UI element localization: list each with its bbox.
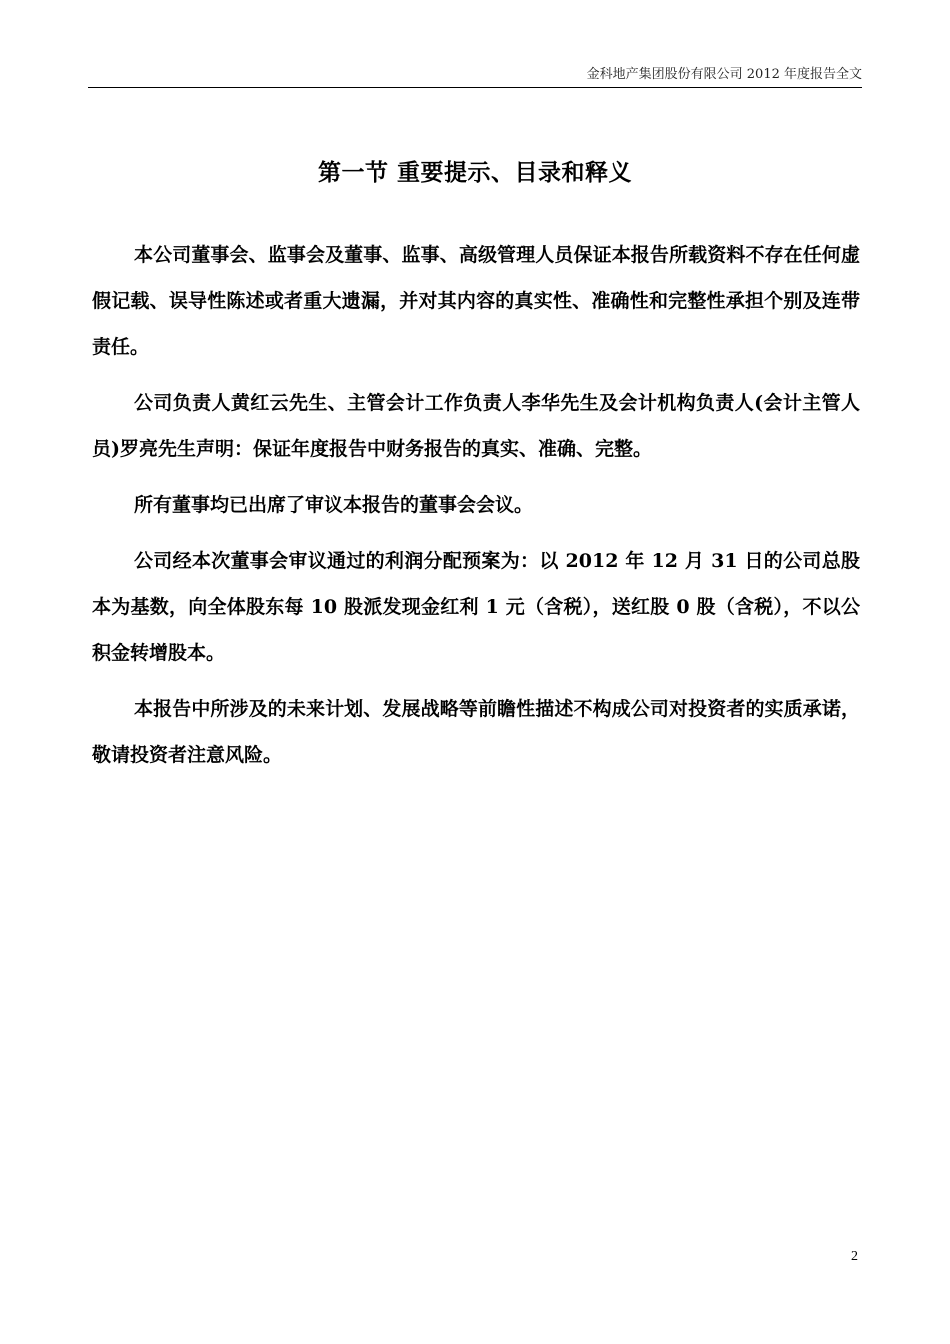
notice-paragraph-profit-distribution: 公司经本次董事会审议通过的利润分配预案为：以 2012 年 12 月 31 日的公司总股本为基数，向全体股东每 10 股派发现金红利 1 元（含税），送红股 0 股（含税），不以公积金转增股本。 <box>92 550 860 664</box>
running-header: 金科地产集团股份有限公司 2012 年度报告全文 <box>586 67 862 82</box>
notice-paragraph-responsibility: 本公司董事会、监事会及董事、监事、高级管理人员保证本报告所载资料不存在任何虚假记载、误导性陈述或者重大遗漏，并对其内容的真实性、准确性和完整性承担个别及连带责任。 <box>92 244 860 358</box>
section-title: 第一节 重要提示、目录和释义 <box>317 159 632 186</box>
notice-paragraph-attendance: 所有董事均已出席了审议本报告的董事会会议。 <box>134 494 534 516</box>
page-number: 2 <box>851 1249 858 1264</box>
notice-paragraph-declaration: 公司负责人黄红云先生、主管会计工作负责人李华先生及会计机构负责人(会计主管人员)罗亮先生声明：保证年度报告中财务报告的真实、准确、完整。 <box>92 392 860 460</box>
header-divider <box>88 87 862 88</box>
notice-paragraph-risk-warning: 本报告中所涉及的未来计划、发展战略等前瞻性描述不构成公司对投资者的实质承诺，敬请投资者注意风险。 <box>92 698 860 766</box>
important-notice-body <box>92 232 860 778</box>
